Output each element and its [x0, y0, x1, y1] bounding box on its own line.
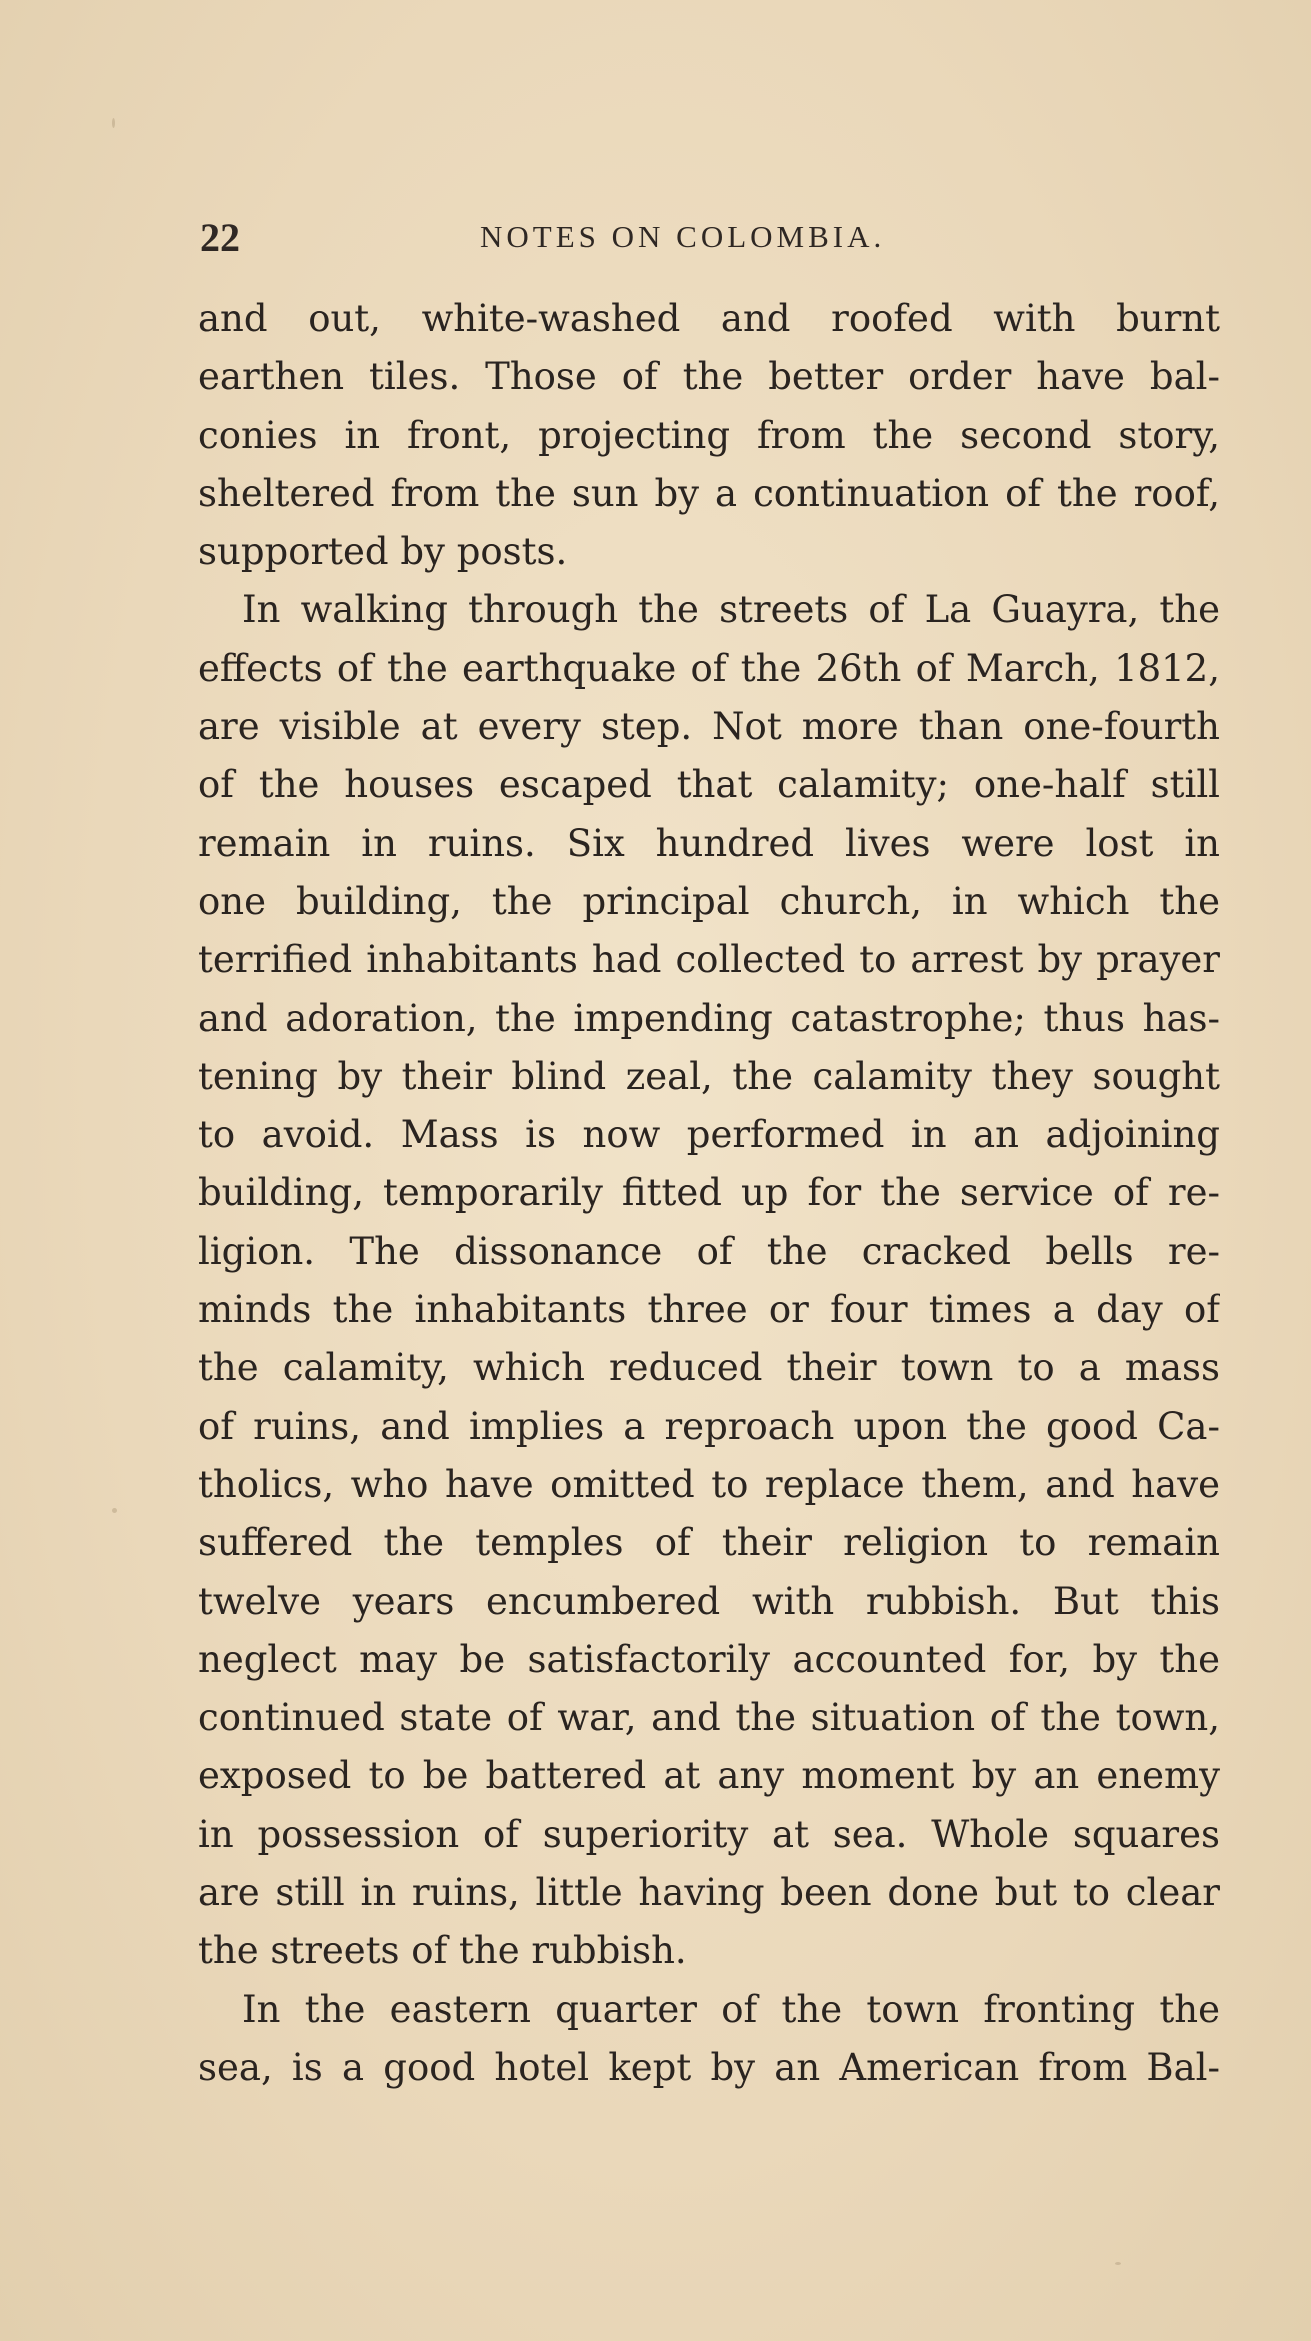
running-head — [200, 212, 1220, 262]
body-text — [198, 290, 1220, 2097]
text-line: one building, the principal church, in which the — [198, 879, 1220, 923]
text-line: and adoration, the impending catastrophe; thus has- — [198, 996, 1220, 1040]
text-line: suffered the temples of their religion to remain — [198, 1521, 1220, 1565]
text-line: conies in front, projecting from the second story, — [198, 413, 1220, 457]
text-line: are still in ruins, little having been done but to clear — [198, 1871, 1220, 1915]
text-line: earthen tiles. Those of the better order have bal- — [198, 355, 1220, 399]
text-line: remain in ruins. Six hundred lives were lost in — [198, 821, 1220, 865]
text-line: ligion. The dissonance of the cracked bells re- — [198, 1229, 1220, 1273]
text-line: In the eastern quarter of the town fronting the — [242, 1987, 1220, 2031]
text-line: minds the inhabitants three or four times a day of — [198, 1288, 1220, 1332]
text-line: the streets of the rubbish. — [198, 1929, 687, 1973]
text-line: tholics, who have omitted to replace them, and have — [198, 1462, 1220, 1506]
text-line: sheltered from the sun by a continuation of the roof, — [198, 471, 1220, 515]
text-line: In walking through the streets of La Guayra, the — [242, 588, 1220, 632]
paper-speck — [112, 118, 115, 128]
text-line: continued state of war, and the situation of the town, — [198, 1696, 1220, 1740]
text-line: exposed to be battered at any moment by an enemy — [198, 1754, 1220, 1798]
text-line: terrified inhabitants had collected to arrest by prayer — [198, 938, 1220, 982]
text-line: and out, white-washed and roofed with burnt — [198, 297, 1220, 340]
text-line: twelve years encumbered with rubbish. But this — [198, 1579, 1220, 1623]
paper-speck — [112, 1508, 117, 1513]
text-line: of ruins, and implies a reproach upon the good Ca- — [198, 1404, 1220, 1448]
text-line: the calamity, which reduced their town to a mass — [198, 1346, 1220, 1390]
text-line: neglect may be satisfactorily accounted for, by the — [198, 1637, 1220, 1681]
text-line: building, temporarily fitted up for the service of re- — [198, 1171, 1220, 1215]
running-title: NOTES ON COLOMBIA. — [480, 219, 886, 254]
text-line: tening by their blind zeal, the calamity they sought — [198, 1054, 1220, 1098]
text-line: effects of the earthquake of the 26th of March, 1812, — [198, 646, 1220, 690]
text-line: of the houses escaped that calamity; one-half still — [198, 763, 1220, 807]
text-line: in possession of superiority at sea. Whole squares — [198, 1812, 1220, 1856]
text-line: to avoid. Mass is now performed in an adjoining — [198, 1113, 1220, 1157]
page-number: 22 — [200, 214, 240, 260]
text-line: supported by posts. — [198, 530, 568, 574]
text-line: are visible at every step. Not more than one-fourth — [198, 705, 1220, 749]
text-line: sea, is a good hotel kept by an American from Bal- — [198, 2045, 1220, 2089]
paper-speck — [1115, 2262, 1121, 2265]
